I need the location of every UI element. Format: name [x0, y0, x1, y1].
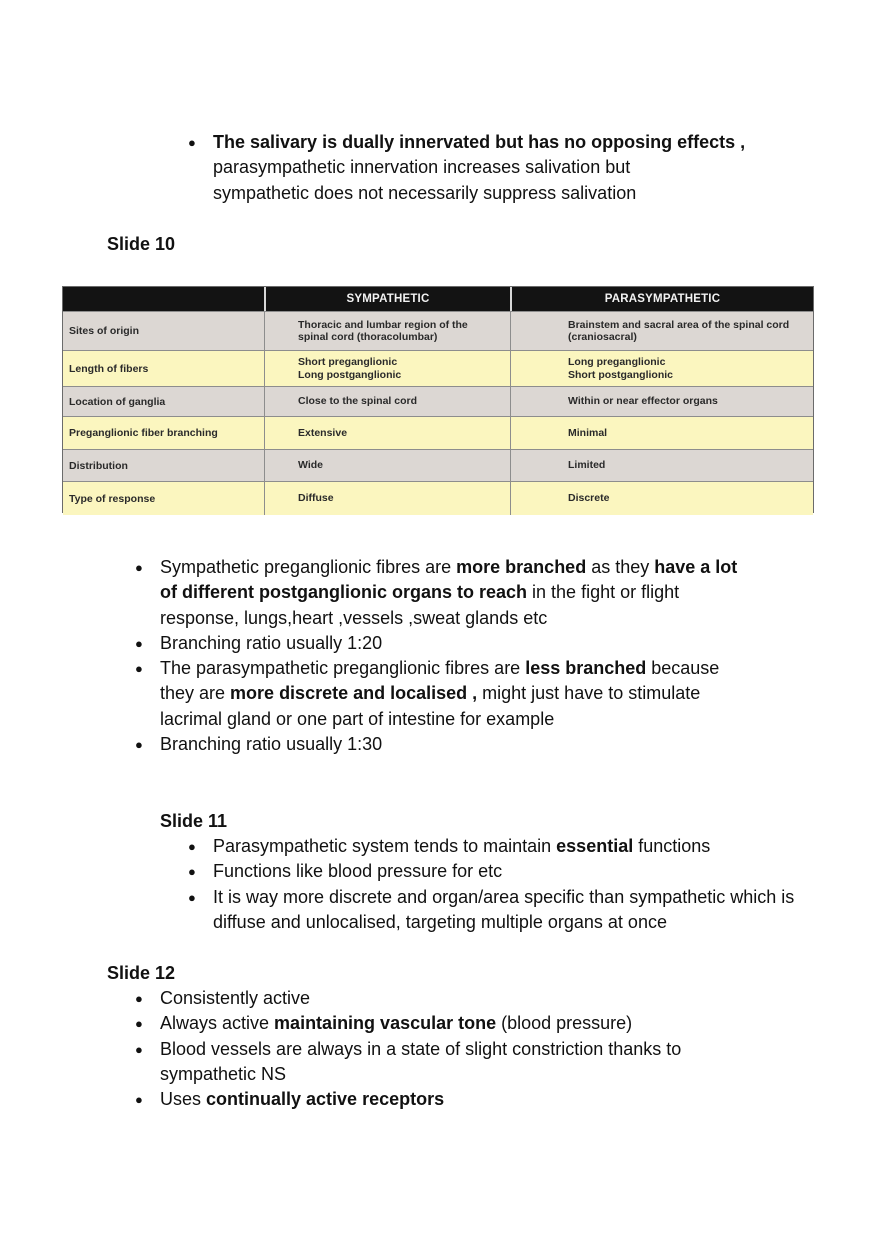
list-item: ● Branching ratio usually 1:30: [107, 732, 757, 757]
row-label: Preganglionic fiber branching: [69, 427, 218, 439]
cell-sympathetic: Close to the spinal cord: [264, 387, 510, 416]
slide-11-heading: Slide 11: [160, 811, 228, 831]
list-item: ● The parasympathetic preganglionic fibres are less branched because they are more discrete and localised , might just have to stimulate lacrimal gland or one part of intestine for example: [107, 656, 757, 732]
table-row: [63, 481, 813, 515]
cell-sympathetic: Thoracic and lumbar region of the spinal cord (thoracolumbar): [264, 312, 510, 350]
table-row: [63, 386, 813, 416]
table-header: [63, 287, 813, 311]
list-item: ● Functions like blood pressure for etc: [160, 859, 800, 884]
list-item: ● Branching ratio usually 1:20: [107, 631, 757, 656]
list-item: ● It is way more discrete and organ/area specific than sympathetic which is diffuse and unlocalised, targeting multiple organs at once: [160, 885, 800, 936]
table-row: [63, 311, 813, 350]
row-label: Type of response: [69, 492, 156, 505]
header-parasympathetic: PARASYMPATHETIC: [510, 287, 813, 311]
slide-11-bullet-list: [160, 834, 800, 935]
slide-12-heading: Slide 12: [107, 963, 176, 983]
slide-12-bullet-list: [107, 986, 747, 1112]
list-item: ● Uses continually active receptors: [107, 1087, 747, 1112]
list-item: ● Sympathetic preganglionic fibres are more branched as they have a lot of different postganglionic organs to reach in the fight or flight response, lungs,heart ,vessels ,sweat glands etc: [107, 555, 757, 631]
list-item: ● The salivary is dually innervated but has no opposing effects , parasympathetic innervation increases salivation but sympathetic does not necessarily suppress salivation: [160, 130, 800, 206]
cell-parasympathetic: Limited: [510, 450, 813, 481]
list-item: ● Always active maintaining vascular tone (blood pressure): [107, 1011, 747, 1036]
table-row: [63, 416, 813, 449]
cell-sympathetic: Diffuse: [264, 482, 510, 515]
cell-parasympathetic: Long preganglionic Short postganglionic: [510, 351, 813, 386]
slide-10-heading: Slide 10: [107, 234, 176, 254]
top-bullet-list: [160, 130, 800, 206]
cell-parasympathetic: Discrete: [510, 482, 813, 515]
cell-parasympathetic: Minimal: [510, 417, 813, 449]
comparison-table: [62, 286, 814, 513]
cell-sympathetic: Extensive: [264, 417, 510, 449]
cell-parasympathetic: Brainstem and sacral area of the spinal cord (craniosacral): [510, 312, 813, 350]
row-label: Sites of origin: [69, 325, 140, 337]
slide-10-bullet-list: [107, 555, 757, 757]
cell-parasympathetic: Within or near effector organs: [510, 387, 813, 416]
header-cell-empty: [63, 287, 264, 311]
row-label: Location of ganglia: [69, 395, 166, 408]
row-label: Length of fibers: [69, 362, 149, 375]
list-item: ● Consistently active: [107, 986, 747, 1011]
cell-sympathetic: Wide: [264, 450, 510, 481]
list-item: ● Parasympathetic system tends to maintain essential functions: [160, 834, 800, 859]
row-label: Distribution: [69, 459, 128, 472]
table-row: [63, 449, 813, 481]
list-item: ● Blood vessels are always in a state of slight constriction thanks to sympathetic NS: [107, 1037, 747, 1088]
header-sympathetic: SYMPATHETIC: [264, 287, 510, 311]
cell-sympathetic: Short preganglionic Long postganglionic: [264, 351, 510, 386]
table-row: [63, 350, 813, 386]
